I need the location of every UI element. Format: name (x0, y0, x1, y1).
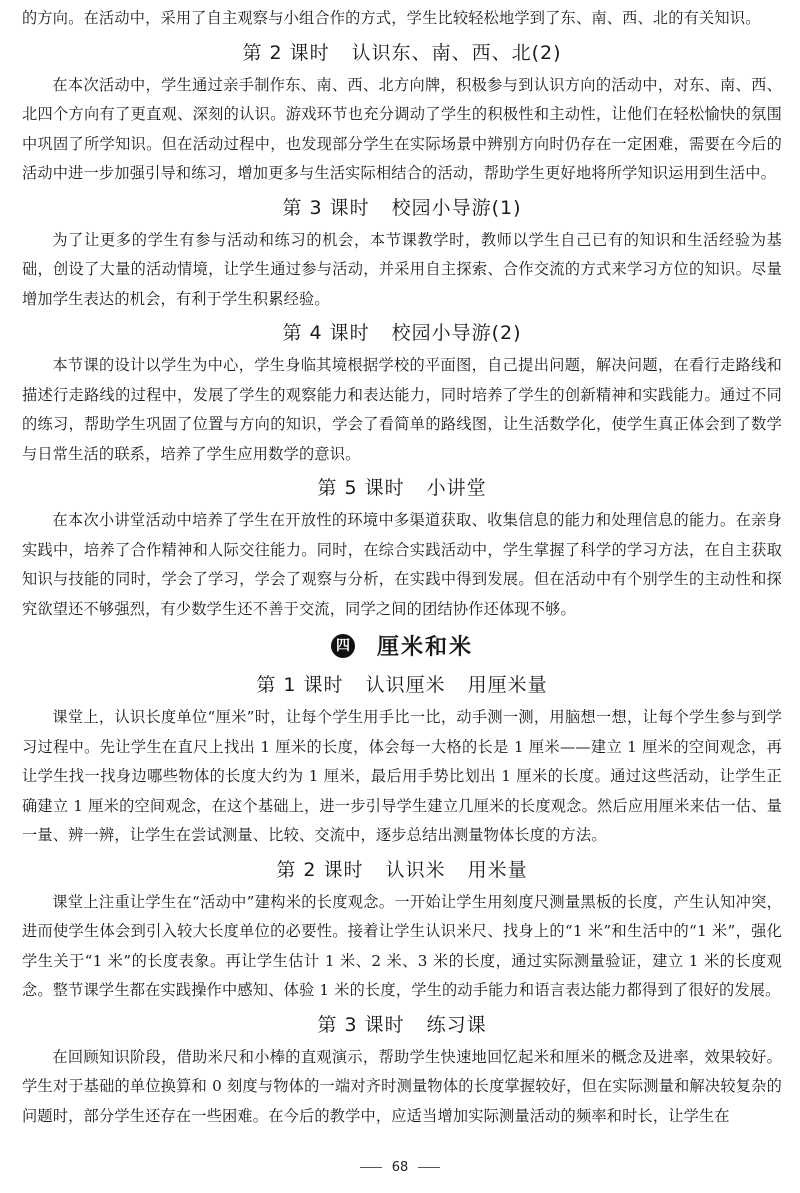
lesson-number: 第 2 课时 (276, 858, 364, 881)
paragraph-unit4-lesson-2: 课堂上注重让学生在“活动中”建构米的长度观念。一开始让学生用刻度尺测量黑板的长度，产生认知冲突，进而使学生体会到引入较大长度单位的必要性。接着让学生认识米尺、找身上的“1 米”和生活中的“1 米”，强化学生关于“1 米”的长度表象。再让学生估计 1 米、2 米、3 米的长度，通过实际测量验证，建立 1 米的长度观念。整节课学生都在实践操作中感知、体验 1 米的长度，学生的动手能力和语言表达能力都得到了很好的发展。 (22, 892, 782, 999)
lesson-name-part-b: 用米量 (467, 858, 528, 881)
lesson-number: 第 3 课时 (317, 1013, 405, 1036)
paragraph-lesson-4: 本节课的设计以学生为中心，学生身临其境根据学校的平面图，自己提出问题，解决问题，在看行走路线和描述行走路线的过程中，发展了学生的观察能力和表达能力，同时培养了学生的创新精神和实践能力。通过不同的练习，帮助学生巩固了位置与方向的知识，学会了看简单的路线图，让生活数学化，使学生真正体会到了数学与日常生活的联系，培养了学生应用数学的意识。 (22, 356, 782, 463)
unit-number-badge: 四 (331, 634, 355, 658)
unit4-lesson-heading-1 (22, 669, 782, 701)
lesson-name-part-a: 认识米 (385, 858, 446, 881)
lesson-number: 第 2 课时 (242, 41, 330, 64)
paragraph-lesson-3: 为了让更多的学生有参与活动和练习的机会，本节课教学时，教师以学生自己已有的知识和生活经验为基础，创设了大量的活动情境，让学生通过参与活动，并采用自主探索、合作交流的方式来学习方位的知识。尽量增加学生表达的机会，有利于学生积累经验。 (22, 230, 782, 308)
lesson-number: 第 5 课时 (317, 477, 405, 499)
lesson-heading-5 (22, 472, 782, 504)
unit4-lesson-heading-2 (22, 854, 782, 886)
footer-left-rule (360, 1167, 382, 1168)
lesson-name: 认识东、南、西、北(2) (351, 41, 562, 64)
lesson-name: 练习课 (426, 1013, 487, 1036)
page-footer (0, 1160, 800, 1175)
page-content (22, 4, 782, 1131)
unit4-lesson-heading-3 (22, 1009, 782, 1041)
lesson-heading-3 (22, 192, 782, 224)
paragraph-lesson-2: 在本次活动中，学生通过亲手制作东、南、西、北方向牌，积极参与到认识方向的活动中，对东、南、西、北四个方向有了更直观、深刻的认识。游戏环节也充分调动了学生的积极性和主动性，让他们在轻松愉快的氛围中巩固了所学知识。但在活动过程中，也发现部分学生在实际场景中辨别方向时仍存在一定困难，需要在今后的活动中进一步加强引导和练习，增加更多与生活实际相结合的活动，帮助学生更好地将所学知识运用到生活中。 (22, 75, 782, 182)
lesson-name: 校园小导游(2) (391, 322, 522, 344)
lesson-number: 第 4 课时 (282, 322, 370, 344)
lesson-heading-2 (22, 37, 782, 69)
lesson-name: 校园小导游(1) (391, 196, 522, 219)
page-number: 68 (391, 1160, 409, 1175)
unit-name: 厘米和米 (376, 635, 473, 660)
lesson-number: 第 3 课时 (282, 196, 370, 219)
paragraph-lesson-5: 在本次小讲堂活动中培养了学生在开放性的环境中多渠道获取、收集信息的能力和处理信息的能力。在亲身实践中，培养了合作精神和人际交往能力。同时，在综合实践活动中，学生掌握了科学的学习方法，在自主获取知识与技能的同时，学会了学习，学会了观察与分析，在实践中得到发展。但在活动中有个别学生的主动性和探究欲望还不够强烈，有少数学生还不善于交流，同学之间的团结协作还体现不够。 (22, 511, 782, 618)
lesson-name-part-b: 用厘米量 (467, 674, 548, 696)
lesson-heading-4 (22, 317, 782, 349)
lesson-number: 第 1 课时 (256, 674, 344, 696)
paragraph-unit4-lesson-3: 在回顾知识阶段，借助米尺和小棒的直观演示，帮助学生快速地回忆起米和厘米的概念及进率，效果较好。学生对于基础的单位换算和 0 刻度与物体的一端对齐时测量物体的长度掌握较好，但在实际测量和解决较复杂的问题时，部分学生还存在一些困难。在今后的教学中，应适当增加实际测量活动的频率和时长，让学生在 (22, 1047, 782, 1125)
lesson-name-part-a: 认识厘米 (365, 674, 446, 696)
lesson-name: 小讲堂 (426, 477, 487, 499)
paragraph-continued: 的方向。在活动中，采用了自主观察与小组合作的方式，学生比较轻松地学到了东、南、西、北的有关知识。 (22, 9, 761, 27)
footer-right-rule (418, 1167, 440, 1168)
unit-heading (22, 630, 782, 666)
paragraph-unit4-lesson-1: 课堂上，认识长度单位“厘米”时，让每个学生用手比一比，动手测一测，用脑想一想，让每个学生参与到学习过程中。先让学生在直尺上找出 1 厘米的长度，体会每一大格的长是 1 厘米——建立 1 厘米的空间观念，再让学生找一找身边哪些物体的长度大约为 1 厘米，最后用手势比划出 1 厘米的长度。通过这些活动，让学生正确建立 1 厘米的空间观念，在这个基础上，进一步引导学生建立几厘米的长度观念。然后应用厘米来估一估、量一量、辨一辨，让学生在尝试测量、比较、交流中，逐步总结出测量物体长度的方法。 (22, 708, 782, 844)
